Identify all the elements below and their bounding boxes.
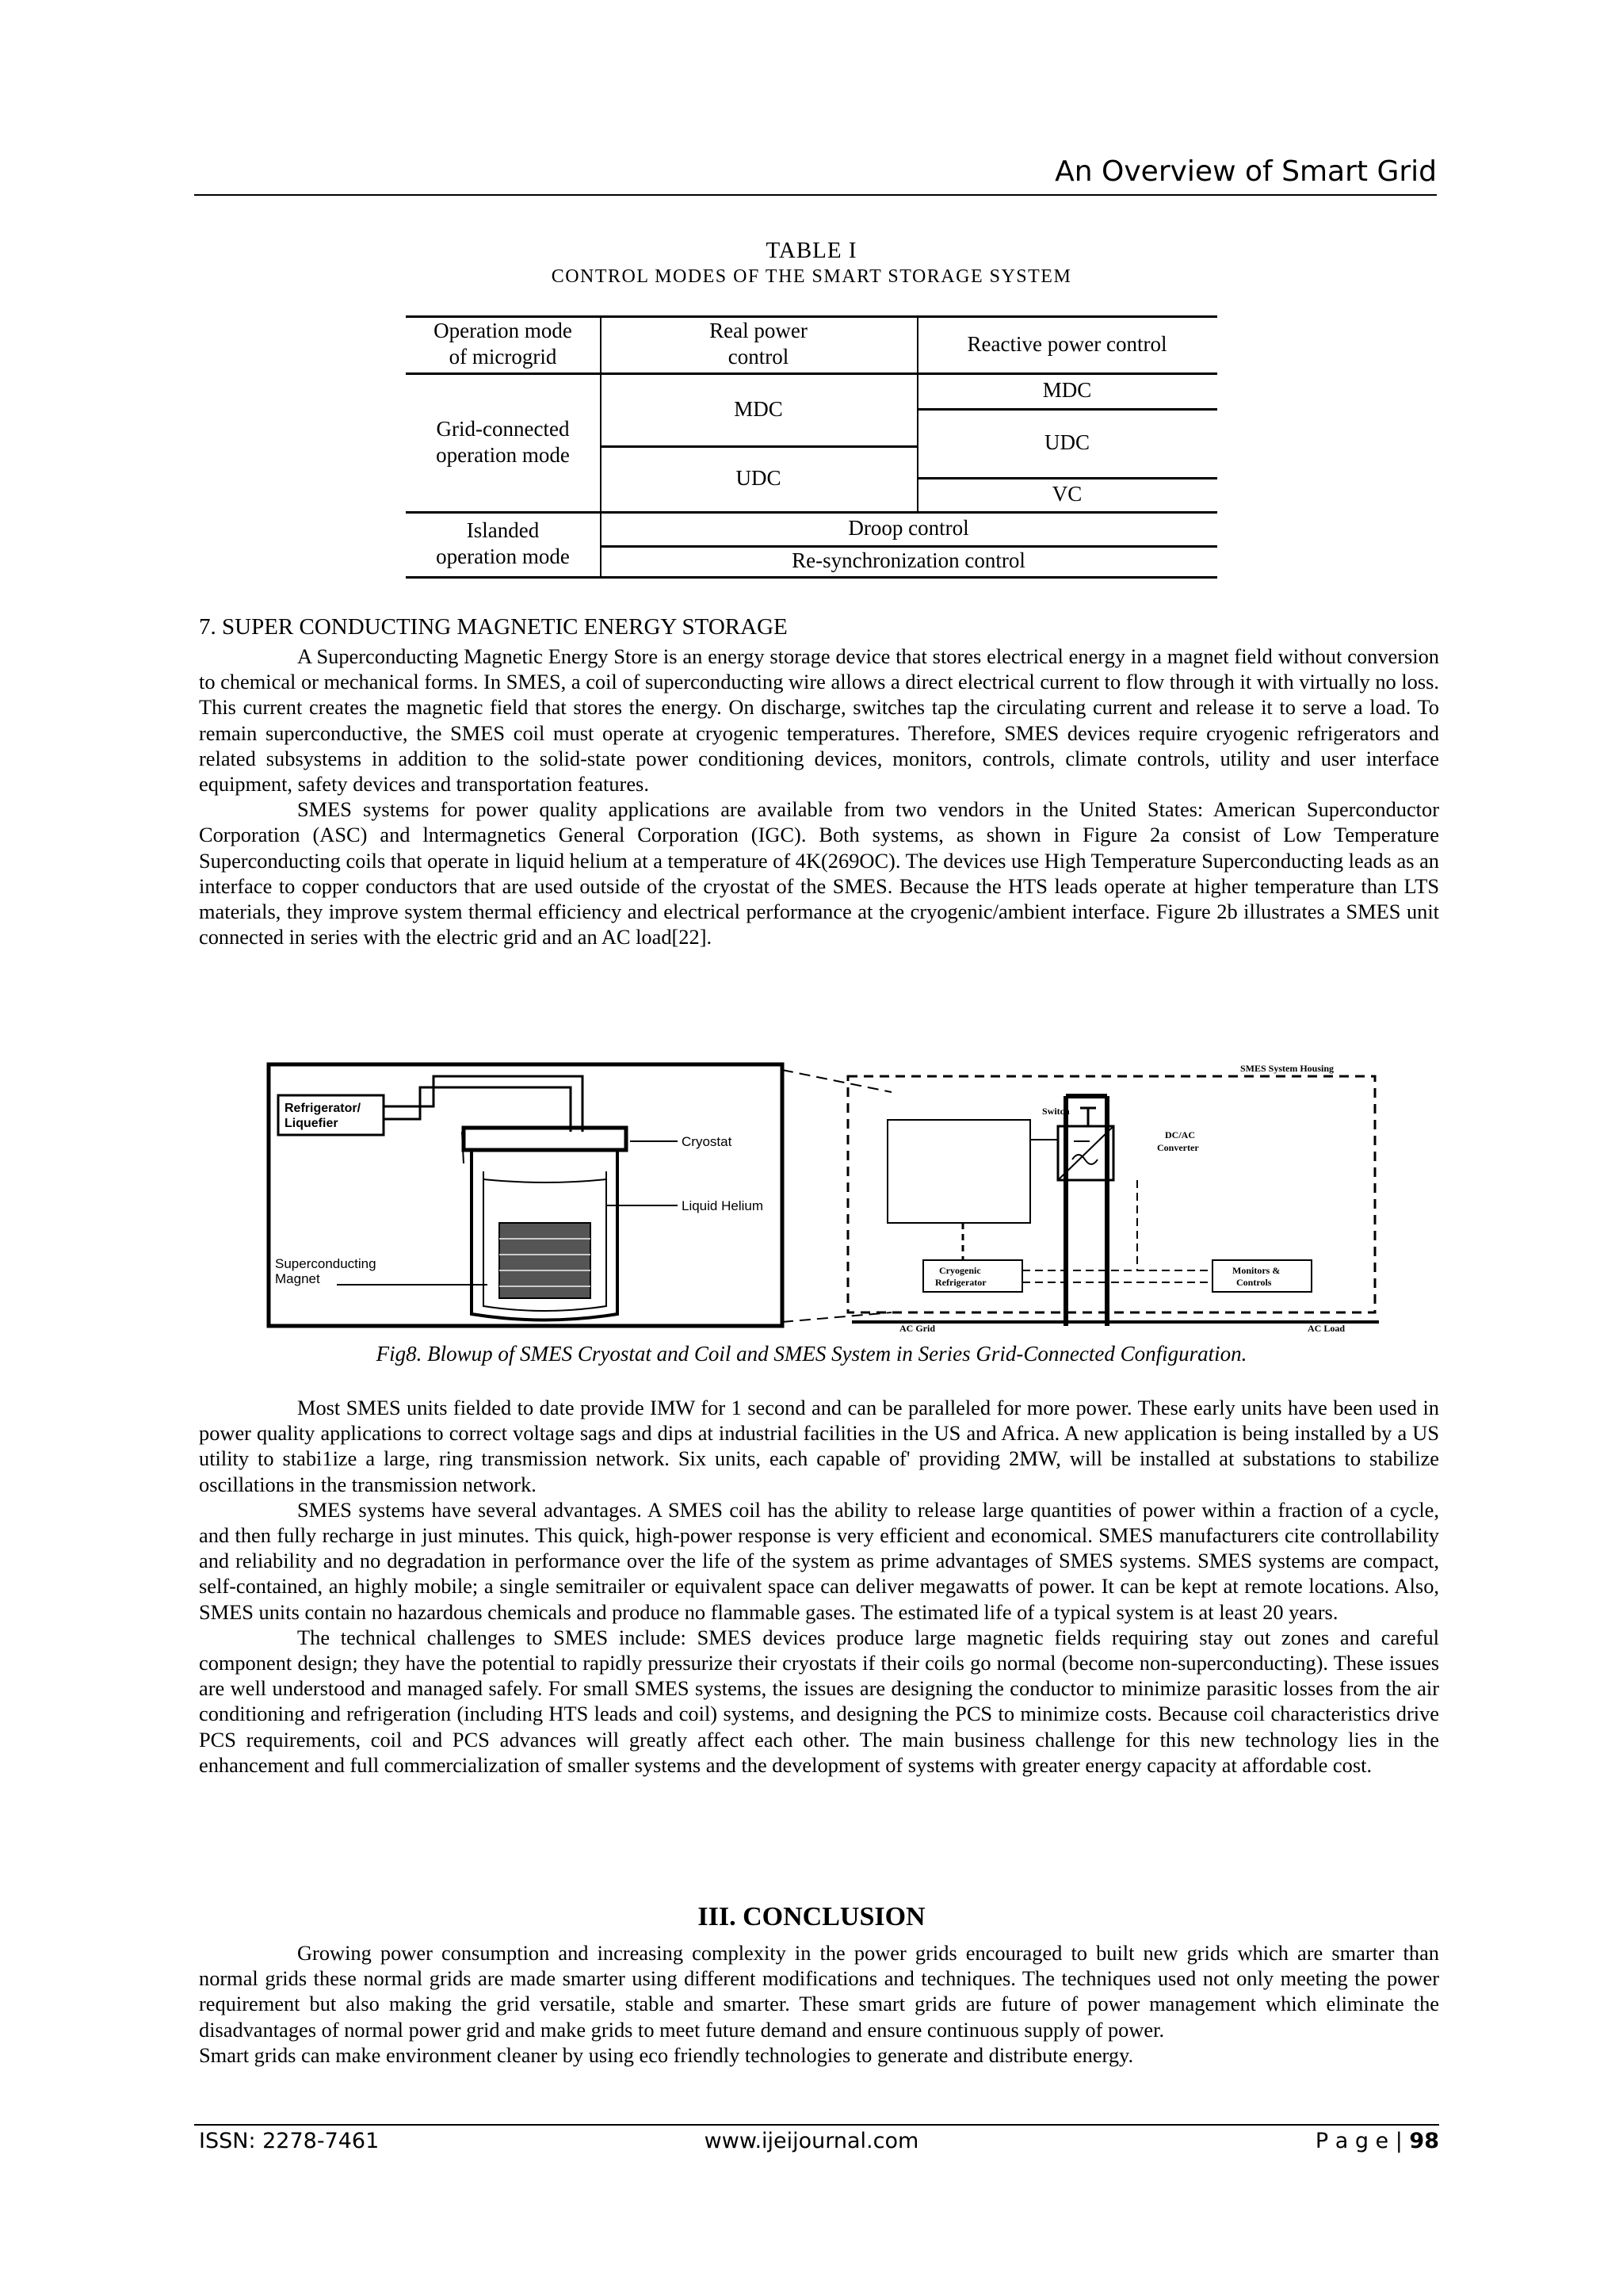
islanded-droop: Droop control — [848, 516, 969, 540]
label-liquefier: Liquefier — [285, 1117, 338, 1130]
running-title: An Overview of Smart Grid — [1055, 155, 1437, 188]
label-ac-load: AC Load — [1308, 1323, 1346, 1333]
cryostat-lid — [464, 1128, 626, 1150]
pipe — [384, 1087, 571, 1132]
section-body-2 — [199, 1395, 1439, 1778]
header-reactive-power: Reactive power control — [967, 331, 1167, 356]
footer-website: www.ijeijournal.com — [704, 2129, 919, 2153]
paragraph: SMES systems have several advantages. A SMES coil has the ability to release large quantities of power within a fraction of a cycle, and then fully recharge in just minutes. This quick, high-power response is very efficient and economical. SMES manufacturers cite controllability and reliability and no degradation in performance over the life of the system as prime advantages of SMES systems. SMES systems are compact, self-contained, an highly mobile; a single semitrailer or equivalent space can deliver megawatts of power. It can be kept at remote locations. Also, SMES units contain no hazardous chemicals and produce no flammable gases. The estimated life of a typical system is at least 20 years. — [199, 1497, 1439, 1624]
paragraph: Most SMES units fielded to date provide IMW for 1 second and can be paralleled for more power. These early units have been used in power quality applications to correct voltage sags and dips at industrial facilities in the US and Africa. A new application is being installed by a US utility to stabi1ize a large, ring transmission network. Six units, each capable of' providing 2MW, will be installed at substations to stabilize oscillations in the transmission network. — [199, 1396, 1439, 1496]
header-rule — [194, 194, 1437, 196]
magnet-box — [888, 1120, 1030, 1223]
projection-lines — [782, 1070, 892, 1322]
table-rule-bottom — [406, 576, 1217, 579]
table-caption-title: CONTROL MODES OF THE SMART STORAGE SYSTEM — [551, 266, 1072, 287]
label-superconducting: Superconducting — [275, 1256, 376, 1271]
figure-caption: Fig8. Blowup of SMES Cryostat and Coil and SMES System in Series Grid-Connected Configuration. — [376, 1342, 1247, 1366]
label-liquid-helium: Liquid Helium — [682, 1198, 763, 1213]
grid-real-mdc: MDC — [734, 396, 783, 421]
section-body — [199, 644, 1439, 949]
paragraph: SMES systems for power quality applications are available from two vendors in the United States: American Superconductor Corporation (ASC) and lntermagnetics General Corporation (IGC). Both systems, as shown in Figure 2a consist of Low Temperature Superconducting coils that operate in liquid helium at a temperature of 4K(269OC). The devices use High Temperature Superconducting leads as an interface to copper conductors that are used outside of the cryostat of the SMES. Because the HTS leads operate at higher temperature than LTS materials, they improve system thermal efficiency and electrical performance at the cryogenic/ambient interface. Figure 2b illustrates a SMES unit connected in series with the electric grid and an AC load[22]. — [199, 797, 1439, 949]
label-converter: Converter — [1157, 1142, 1199, 1153]
conclusion-heading: III. CONCLUSION — [697, 1902, 926, 1931]
helium-level — [483, 1179, 606, 1182]
page-label: P a g e | — [1315, 2129, 1410, 2153]
label-refrigerator-r: Refrigerator — [935, 1277, 987, 1288]
grid-reactive-mdc: MDC — [1042, 378, 1092, 402]
paragraph: A Superconducting Magnetic Energy Store is an energy storage device that stores electrical energy in a magnet field without conversion to chemical or mechanical forms. In SMES, a coil of superconducting wire allows a direct electrical current to flow through it with virtually no loss. This current creates the magnetic field that stores the energy. On discharge, switches tap the circulating current and release it to serve a load. To remain superconductive, the SMES coil must operate at cryogenic temperatures. Therefore, SMES devices require cryogenic refrigerators and related subsystems in addition to the solid-state power conditioning devices, monitors, controls, climate controls, utility and user interface equipment, safety devices and transportation features. — [199, 644, 1439, 797]
pipe — [384, 1076, 582, 1132]
table-caption-number: TABLE I — [766, 238, 857, 263]
conclusion-body — [199, 1940, 1439, 2068]
label-refrigerator: Refrigerator/ — [285, 1102, 361, 1115]
header-operation-mode: Operation mode of microgrid — [433, 319, 572, 369]
footer-issn: ISSN: 2278-7461 — [199, 2129, 380, 2153]
label-cryogenic: Cryogenic — [939, 1265, 981, 1276]
paragraph: Smart grids can make environment cleaner by using eco friendly technologies to generate and distribute energy. — [199, 2042, 1134, 2067]
label-monitors: Monitors & — [1232, 1265, 1281, 1276]
islanded-resync: Re-synchronization control — [792, 548, 1025, 572]
switch-mark — [1080, 1108, 1096, 1126]
label-magnet: Magnet — [275, 1271, 320, 1286]
islanded-mode: Islanded operation mode — [436, 518, 570, 568]
grid-connected-mode: Grid-connected operation mode — [436, 416, 570, 467]
label-switch: Switch — [1042, 1106, 1070, 1117]
footer-page — [1316, 2129, 1439, 2153]
grid-reactive-udc: UDC — [1044, 430, 1090, 454]
paragraph: Growing power consumption and increasing complexity in the power grids encouraged to built new grids which are smarter than normal grids these normal grids are made smarter using different modifications and techniques. The techniques used not only meeting the power requirement but also making the grid versatile, stable and smarter. These smart grids are future of power management which eliminate the disadvantages of normal power grid and make grids to meet future demand and ensure continuous supply of power. — [199, 1941, 1439, 2042]
housing-frame — [848, 1076, 1375, 1312]
paragraph: The technical challenges to SMES include: SMES devices produce large magnetic fields requiring stay out zones and careful component design; they have the potential to rapidly pressurize their cryostats if their coils go normal (become non-superconducting). These issues are well understood and managed safely. For small SMES systems, the issues are designing the conductor to minimize parasitic losses from the air conditioning and refrigeration (including HTS leads and coil) systems, and designing the PCS to minimize costs. Because coil characteristics drive PCS requirements, coil and PCS advances will greatly affect each other. The main business challenge for this new technology lies in the enhancement and full commercialization of smaller systems and the development of systems with greater energy capacity at affordable cost. — [199, 1625, 1439, 1777]
smes-figure — [265, 1060, 1383, 1333]
label-controls: Controls — [1236, 1277, 1272, 1288]
control-modes-table — [406, 315, 1217, 579]
control-links — [1022, 1270, 1212, 1282]
section-heading: 7. SUPER CONDUCTING MAGNETIC ENERGY STORAGE — [199, 614, 788, 640]
label-cryostat: Cryostat — [682, 1134, 732, 1149]
page-number: 98 — [1409, 2129, 1439, 2153]
label-housing: SMES System Housing — [1240, 1063, 1335, 1074]
header-real-power: Real power control — [709, 319, 808, 369]
footer-rule — [194, 2124, 1439, 2126]
grid-reactive-vc: VC — [1052, 482, 1083, 506]
label-dcac: DC/AC — [1165, 1129, 1195, 1140]
grid-real-udc: UDC — [735, 466, 781, 490]
label-ac-grid: AC Grid — [899, 1323, 935, 1333]
